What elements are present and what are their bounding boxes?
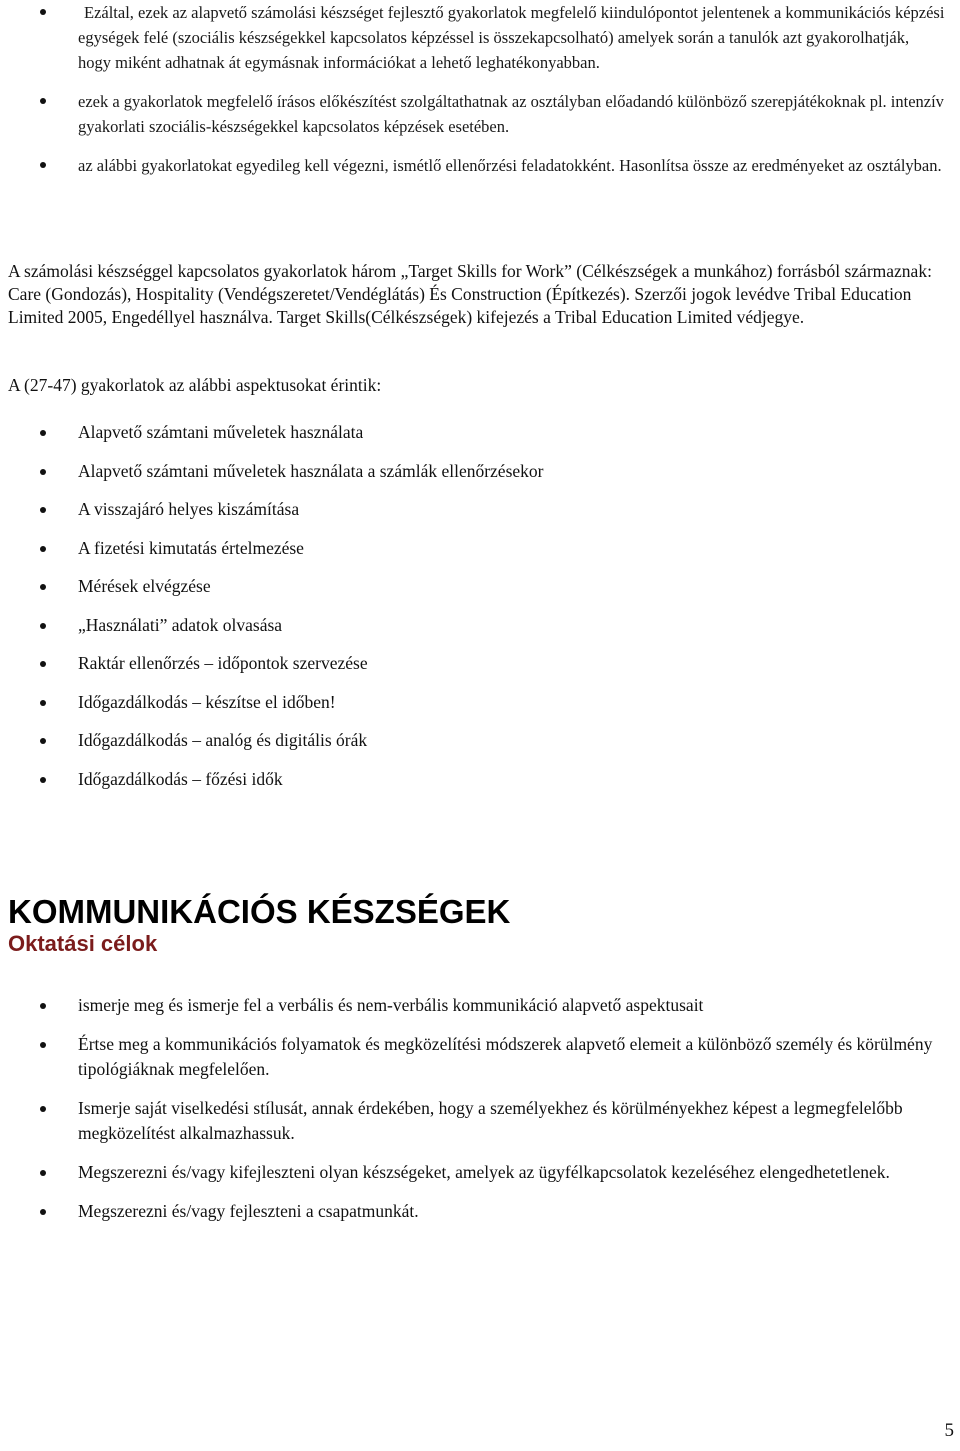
bullet-text: ezek a gyakorlatok megfelelő írásos előkészítést szolgáltathatnak az osztályban előadandó különböző szerepjátékoknak pl. intenzív gyakorlati szociális-készségekkel kapcsolatos képzések esetében. bbox=[78, 92, 944, 136]
bullet-icon bbox=[40, 777, 46, 783]
bullet-icon bbox=[40, 162, 46, 168]
aspect-text: A fizetési kimutatás értelmezése bbox=[78, 537, 304, 558]
aspect-text: Alapvető számtani műveletek használata a számlák ellenőrzésekor bbox=[78, 460, 544, 481]
aspects-intro: A (27-47) gyakorlatok az alábbi aspektusokat érintik: bbox=[8, 375, 382, 395]
list-item bbox=[0, 690, 960, 729]
list-item bbox=[0, 1096, 960, 1146]
bullet-icon bbox=[40, 1209, 46, 1215]
goal-text: Megszerezni és/vagy kifejleszteni olyan készségeket, amelyek az ügyfélkapcsolatok kezeléséhez elengedhetetlenek. bbox=[78, 1162, 890, 1182]
aspect-text: Raktár ellenőrzés – időpontok szervezése bbox=[78, 653, 368, 673]
aspect-text: Alapvető számtani műveletek használata bbox=[78, 422, 364, 442]
list-item bbox=[0, 613, 960, 652]
page-number: 5 bbox=[944, 1420, 954, 1441]
list-item bbox=[0, 574, 960, 613]
bullet-icon bbox=[40, 9, 46, 15]
list-item bbox=[0, 420, 960, 459]
bullet-icon bbox=[40, 1170, 46, 1176]
bullet-icon bbox=[40, 700, 46, 706]
list-item bbox=[0, 728, 960, 767]
goals-list bbox=[0, 993, 960, 1238]
intro-bullet-list bbox=[0, 0, 960, 192]
bullet-icon bbox=[40, 507, 46, 513]
bullet-icon bbox=[40, 430, 46, 436]
list-item bbox=[0, 0, 960, 75]
goal-text: Értse meg a kommunikációs folyamatok és megközelítési módszerek alapvető elemeit a különböző személy és körülmény tipológiáknak megfelelően. bbox=[78, 1034, 933, 1079]
bullet-icon bbox=[40, 469, 46, 475]
aspects-list bbox=[0, 420, 960, 805]
bullet-text: az alábbi gyakorlatokat egyedileg kell végezni, ismétlő ellenőrzési feladatokként. Hasonlítsa össze az eredményeket az osztályban. bbox=[78, 156, 942, 175]
section-subtitle: Oktatási célok bbox=[8, 931, 158, 956]
bullet-icon bbox=[40, 546, 46, 552]
bullet-icon bbox=[40, 98, 46, 104]
bullet-icon bbox=[40, 1003, 46, 1009]
aspect-text: Időgazdálkodás – főzési idők bbox=[78, 768, 283, 789]
bullet-icon bbox=[40, 738, 46, 744]
list-item bbox=[0, 153, 960, 178]
list-item bbox=[0, 459, 960, 498]
list-item bbox=[0, 993, 960, 1018]
intro-paragraph: A számolási készséggel kapcsolatos gyakorlatok három „Target Skills for Work” (Célkészségek a munkához) forrásból származnak: Care (Gondozás), Hospitality (Vendégszeretet/Vendéglátás) És Construction (Építkezés). Szerzői jogok levédve Tribal Education Limited 2005, Engedéllyel használva. Target Skills(Célkészségek) kifejezés a Tribal Education Limited védjegye. bbox=[8, 261, 932, 327]
list-item bbox=[0, 651, 960, 690]
aspect-text: A visszajáró helyes kiszámítása bbox=[78, 499, 300, 519]
list-item bbox=[0, 1032, 960, 1082]
list-item bbox=[0, 767, 960, 806]
section-title: KOMMUNIKÁCIÓS KÉSZSÉGEK bbox=[8, 893, 511, 930]
goal-text: Ismerje saját viselkedési stílusát, annak érdekében, hogy a személyekhez és körülményekhez képest a legmegfelelőbb megközelítést alkalmazhassuk. bbox=[78, 1098, 903, 1143]
list-item bbox=[0, 536, 960, 575]
bullet-icon bbox=[40, 623, 46, 629]
list-item bbox=[0, 1199, 960, 1224]
aspect-text: Mérések elvégzése bbox=[78, 576, 211, 596]
list-item bbox=[0, 497, 960, 536]
bullet-icon bbox=[40, 661, 46, 667]
goal-text: ismerje meg és ismerje fel a verbális és nem-verbális kommunikáció alapvető aspektusait bbox=[78, 995, 704, 1015]
bullet-icon bbox=[40, 1106, 46, 1112]
bullet-icon bbox=[40, 1042, 46, 1048]
list-item bbox=[0, 1160, 960, 1185]
goal-text: Megszerezni és/vagy fejleszteni a csapatmunkát. bbox=[78, 1201, 419, 1221]
bullet-text: Ezáltal, ezek az alapvető számolási készséget fejlesztő gyakorlatok megfelelő kiindulópontot jelentenek a kommunikációs képzési egységek felé (szociális készségekkel kapcsolatos képzéssel is összekapcsolható) amelyek során a tanulók azt gyakorolhatják, hogy miként adhatnak át egymásnak információkat a lehető leghatékonyabban. bbox=[78, 3, 945, 72]
aspect-text: „Használati” adatok olvasása bbox=[78, 614, 283, 635]
aspect-text: Időgazdálkodás – készítse el időben! bbox=[78, 691, 336, 712]
bullet-icon bbox=[40, 584, 46, 590]
aspect-text: Időgazdálkodás – analóg és digitális órák bbox=[78, 730, 368, 750]
list-item bbox=[0, 89, 960, 139]
